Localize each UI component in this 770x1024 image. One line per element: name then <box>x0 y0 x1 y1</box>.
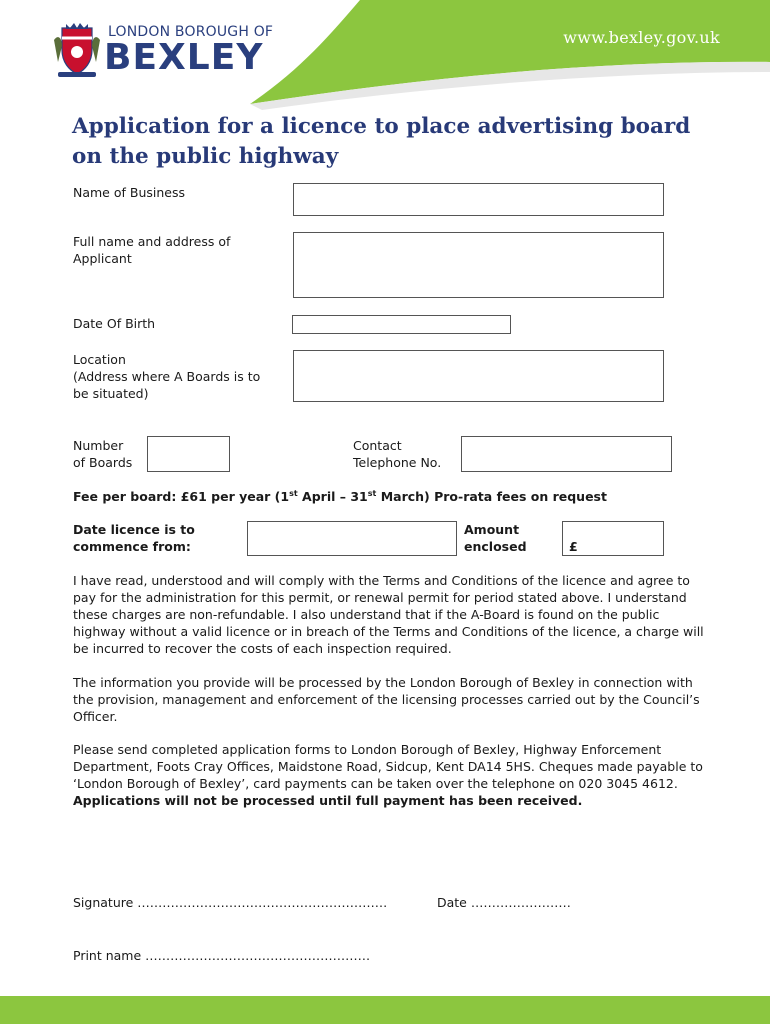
amount-field[interactable] <box>562 521 664 556</box>
commence-date-field[interactable] <box>247 521 457 556</box>
commence-label-line2: commence from: <box>73 539 191 554</box>
location-label <box>73 351 260 402</box>
boards-field[interactable] <box>147 436 230 472</box>
applicant-label-line1: Full name and address of <box>73 234 231 249</box>
commence-label <box>73 521 195 555</box>
fee-prefix: Fee per board: £61 per year (1 <box>73 489 290 504</box>
borough-name: BEXLEY <box>104 37 264 78</box>
fee-line <box>73 488 607 505</box>
applicant-label-line2: Applicant <box>73 251 132 266</box>
form-title: Application for a licence to place advertising board on the public highway <box>72 114 691 169</box>
currency-symbol: £ <box>569 539 578 554</box>
payment-warning: Applications will not be processed until full payment has been received. <box>73 793 583 808</box>
location-label-line1: Location <box>73 352 126 367</box>
fee-suffix: March) Pro-rata fees on request <box>376 489 607 504</box>
phone-label <box>353 437 441 471</box>
fee-sup2: st <box>367 488 377 498</box>
amount-label-line2: enclosed <box>464 539 527 554</box>
amount-label-line1: Amount <box>464 522 520 537</box>
fee-mid: April – 31 <box>297 489 368 504</box>
phone-label-line1: Contact <box>353 438 402 453</box>
phone-label-line2: Telephone No. <box>353 455 442 470</box>
dob-field[interactable] <box>292 315 511 334</box>
date-line[interactable]: Date …………………… <box>437 895 571 910</box>
location-label-line2: (Address where A Boards is to <box>73 369 261 384</box>
amount-label <box>464 521 527 555</box>
site-url[interactable]: www.bexley.gov.uk <box>563 28 720 47</box>
footer-band <box>0 996 770 1024</box>
boards-label-line2: of Boards <box>73 455 133 470</box>
business-name-field[interactable] <box>293 183 664 216</box>
commence-label-line1: Date licence is to <box>73 522 195 537</box>
signature-line[interactable]: Signature …………………………………………………… <box>73 895 388 910</box>
terms-paragraph: I have read, understood and will comply with the Terms and Conditions of the licence and agree to pay for the administration for this permit, or renewal permit for period stated above. I understand these charges are non-refundable. I also understand that if the A-Board is found on the public highway without a valid licence or in breach of the Terms and Conditions of the licence, a charge will be incurred to recover the costs of each inspection required. <box>73 573 704 656</box>
business-name-label: Name of Business <box>73 185 185 200</box>
location-field[interactable] <box>293 350 664 402</box>
boards-label <box>73 437 132 471</box>
boards-label-line1: Number <box>73 438 124 453</box>
location-label-line3: be situated) <box>73 386 149 401</box>
dob-label: Date Of Birth <box>73 316 156 331</box>
fee-sup1: st <box>289 488 298 498</box>
applicant-label <box>73 233 230 267</box>
applicant-field[interactable] <box>293 232 664 298</box>
print-name-line[interactable]: Print name ……………………………………………… <box>73 948 371 963</box>
borough-line: LONDON BOROUGH OF <box>108 24 274 40</box>
send-paragraph: Please send completed application forms to London Borough of Bexley, Highway Enforcement Department, Foots Cray Offices, Maidstone Road, Sidcup, Kent DA14 5HS. Cheques made payable to ‘London Borough of Bexley’, card payments can be taken over the telephone on 020 3045 4612. <box>73 742 703 791</box>
bexley-crest-logo <box>52 20 102 78</box>
privacy-paragraph: The information you provide will be processed by the London Borough of Bexley in connection with the provision, management and enforcement of the licensing processes carried out by the Council’s Officer. <box>73 675 700 724</box>
phone-field[interactable] <box>461 436 672 472</box>
